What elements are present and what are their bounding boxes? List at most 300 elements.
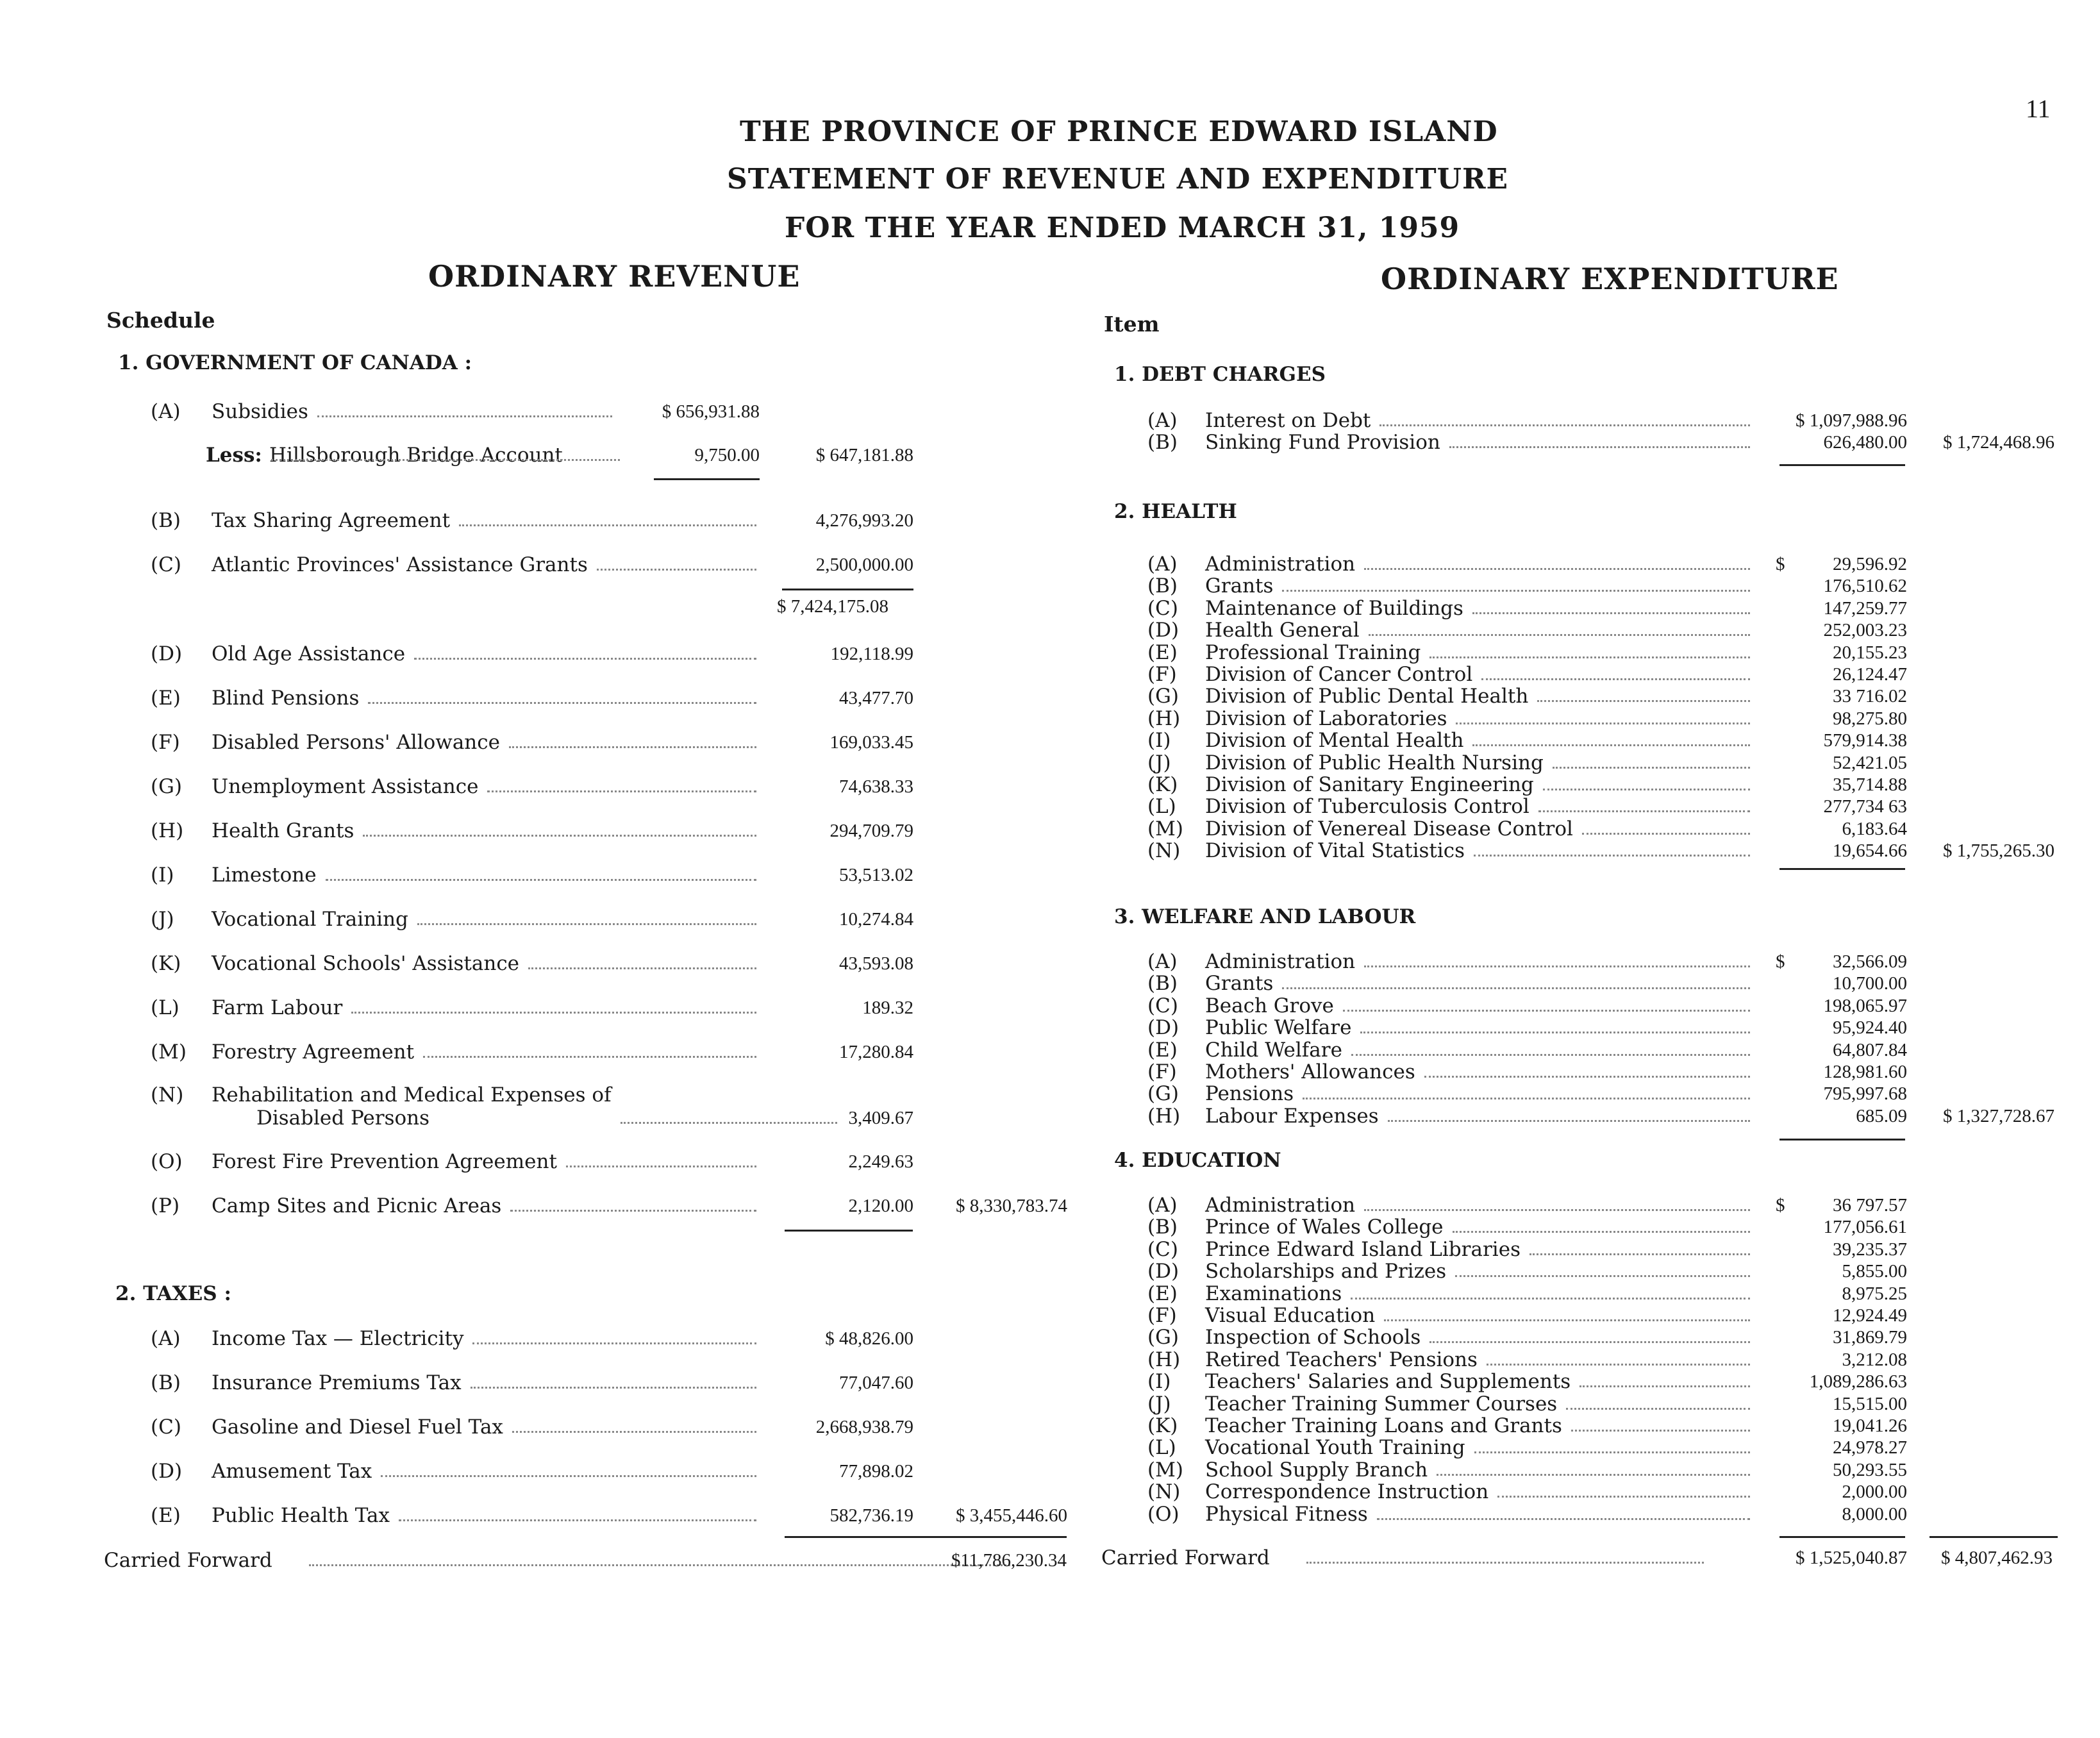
dot-leader — [399, 1519, 756, 1521]
item-code: (F) — [151, 731, 180, 754]
item-amount: 33 716.02 — [1833, 686, 1907, 707]
item-label: Division of Venereal Disease Control — [1205, 817, 1573, 840]
dot-leader — [368, 702, 756, 704]
title-line-2: STATEMENT OF REVENUE AND EXPENDITURE — [727, 163, 1509, 196]
line-item — [1147, 1501, 2058, 1527]
item-code: (E) — [1147, 1282, 1178, 1305]
item-amount: 32,566.09 — [1833, 951, 1907, 972]
item-code: (L) — [151, 996, 179, 1019]
item-code: (K) — [151, 952, 181, 975]
dot-leader — [326, 879, 756, 881]
item-amount: 53,513.02 — [839, 865, 913, 885]
item-code: (E) — [1147, 1038, 1178, 1062]
item-label: Labour Expenses — [1205, 1104, 1379, 1128]
schedule-1-subtotal: $ 7,424,175.08 — [777, 596, 888, 617]
rehab-row — [151, 1082, 1074, 1133]
item-code: (B) — [1147, 574, 1178, 598]
item-code: (D) — [1147, 619, 1179, 642]
item-label: Gasoline and Diesel Fuel Tax — [212, 1416, 503, 1439]
dollar-sign: $ — [1776, 951, 1785, 972]
line-item — [151, 1193, 1074, 1219]
carried-label: Carried Forward — [104, 1549, 272, 1572]
dot-leader — [597, 569, 756, 571]
item-label-2: Disabled Persons — [256, 1107, 430, 1130]
item-code: (A) — [1147, 950, 1178, 973]
item-label: Maintenance of Buildings — [1205, 596, 1463, 620]
item-amount: 2,000.00 — [1842, 1482, 1907, 1503]
item-code: (A) — [151, 400, 181, 423]
item-label: Administration — [1205, 1194, 1356, 1217]
dot-leader — [1472, 744, 1750, 746]
item-label: Income Tax — Electricity — [212, 1327, 464, 1350]
item-amount: 17,280.84 — [839, 1042, 913, 1062]
underline — [1779, 868, 1905, 870]
item-code: (L) — [1147, 1436, 1176, 1460]
item-label: Farm Labour — [212, 996, 343, 1019]
item-amount: 294,709.79 — [829, 821, 913, 841]
line-item — [151, 907, 1074, 932]
item-amount: 1,089,286.63 — [1809, 1371, 1907, 1392]
item-label: Teacher Training Loans and Grants — [1205, 1414, 1562, 1437]
item-label: Division of Public Health Nursing — [1205, 751, 1544, 774]
item-label: Amusement Tax — [212, 1460, 372, 1483]
dot-leader — [1566, 1408, 1750, 1410]
item-amount: 192,118.99 — [830, 644, 913, 664]
item-amount: 15,515.00 — [1833, 1393, 1907, 1414]
item-code: (H) — [1147, 1348, 1181, 1371]
line-item — [151, 995, 1074, 1021]
line-item — [1147, 430, 2058, 455]
less-row — [151, 442, 1074, 468]
schedule-label: Schedule — [106, 308, 215, 333]
title-line-3: FOR THE YEAR ENDED MARCH 31, 1959 — [785, 212, 1460, 244]
dot-leader — [1364, 965, 1750, 967]
carried-sub: $ 1,525,040.87 — [1796, 1548, 1907, 1568]
item-total: $ 1,724,468.96 — [1943, 432, 2054, 453]
item-code: (K) — [1147, 1414, 1178, 1437]
dot-leader — [487, 790, 756, 792]
dot-leader — [1364, 568, 1750, 570]
line-item — [151, 1414, 1074, 1440]
item-label: Teachers' Salaries and Supplements — [1205, 1370, 1571, 1394]
item-amount: 177,056.61 — [1823, 1217, 1907, 1238]
item-label: Correspondence Instruction — [1205, 1480, 1489, 1504]
item-amount: 4,276,993.20 — [815, 510, 913, 531]
item-amount: 77,047.60 — [839, 1373, 913, 1393]
item-label: Inspection of Schools — [1205, 1326, 1421, 1349]
line-item — [151, 951, 1074, 976]
underline — [654, 478, 760, 480]
underline — [1779, 464, 1905, 466]
line-item — [151, 1149, 1074, 1174]
item-code: (H) — [1147, 1104, 1181, 1128]
item-amount: 43,477.70 — [839, 688, 913, 708]
item-code: (I) — [1147, 1370, 1171, 1394]
item-amount: 64,807.84 — [1833, 1039, 1907, 1060]
item-label: Forestry Agreement — [212, 1040, 415, 1064]
item-label: Old Age Assistance — [212, 642, 406, 665]
item-code: (N) — [1147, 839, 1181, 863]
item-label: Pensions — [1205, 1082, 1294, 1106]
item-label: Vocational Youth Training — [1205, 1436, 1465, 1460]
carried-forward-row — [104, 1548, 1072, 1573]
item-amount: 29,596.92 — [1833, 554, 1907, 574]
item-code: (J) — [1147, 1392, 1171, 1416]
exp-carried-forward-row — [1101, 1545, 2056, 1571]
item-code: (D) — [1147, 1016, 1179, 1040]
dot-leader — [471, 1387, 756, 1389]
line-item — [151, 1039, 1074, 1065]
item-label: Health General — [1205, 619, 1360, 642]
item-label: Blind Pensions — [212, 687, 360, 710]
less-label: Hillsborough Bridge Account — [269, 444, 563, 467]
dot-leader — [423, 1056, 756, 1058]
item-amount: 31,869.79 — [1833, 1327, 1907, 1348]
item-amount: 77,898.02 — [839, 1461, 913, 1482]
dot-leader — [1424, 1076, 1750, 1078]
dot-leader — [1553, 767, 1750, 769]
item-label: School Supply Branch — [1205, 1458, 1428, 1482]
item-code: (H) — [151, 819, 184, 842]
item-amount: 98,275.80 — [1833, 708, 1907, 729]
item-code: (G) — [1147, 685, 1179, 708]
item-code: (C) — [1147, 1237, 1178, 1261]
dot-leader — [1429, 656, 1750, 658]
item-label: Rehabilitation and Medical Expenses of — [212, 1083, 612, 1107]
item-label: Beach Grove — [1205, 994, 1334, 1017]
item-label: Public Welfare — [1205, 1016, 1352, 1040]
item-code: (A) — [1147, 553, 1178, 576]
item-label: Forest Fire Prevention Agreement — [212, 1150, 557, 1173]
item-amount: 43,593.08 — [839, 953, 913, 974]
line-item — [151, 730, 1074, 755]
item-code: (B) — [151, 1371, 181, 1394]
dot-leader — [1377, 1518, 1750, 1520]
item-label: Mothers' Allowances — [1205, 1060, 1415, 1083]
item-amount: 582,736.19 — [829, 1505, 913, 1526]
dot-leader — [1474, 855, 1750, 856]
item-code: (A) — [1147, 1194, 1178, 1217]
item-code: (E) — [151, 1504, 181, 1527]
less-net: $ 647,181.88 — [815, 445, 913, 465]
item-label: Unemployment Assistance — [212, 775, 479, 798]
item-code: (B) — [1147, 972, 1178, 996]
item-code: (B) — [1147, 431, 1178, 455]
item-code: (D) — [151, 642, 183, 665]
item-label: Limestone — [212, 864, 317, 887]
item-label: Insurance Premiums Tax — [212, 1371, 462, 1394]
item-amount: 3,409.67 — [848, 1108, 913, 1128]
item-label: Public Health Tax — [212, 1504, 390, 1527]
item-label: Division of Tuberculosis Control — [1205, 795, 1529, 819]
dot-leader — [1303, 1098, 1750, 1099]
dot-leader — [1351, 1054, 1750, 1056]
item-label: Division of Mental Health — [1205, 729, 1464, 753]
item-code: (M) — [1147, 817, 1183, 840]
dot-leader — [271, 459, 620, 461]
item-label: Disabled Persons' Allowance — [212, 731, 500, 754]
line-item — [151, 774, 1074, 799]
item-label: Camp Sites and Picnic Areas — [212, 1194, 502, 1217]
expenditure-section-title: 3. WELFARE AND LABOUR — [1114, 905, 1416, 928]
item-amount: 685.09 — [1856, 1105, 1907, 1126]
dot-leader — [509, 746, 756, 748]
dot-leader — [363, 835, 756, 837]
dot-leader — [510, 1210, 756, 1212]
dot-leader — [528, 967, 756, 969]
item-code: (B) — [1147, 1216, 1178, 1239]
item-amount: 8,975.25 — [1842, 1283, 1907, 1304]
item-amount: 147,259.77 — [1823, 597, 1907, 619]
less-prefix: Less: — [206, 444, 262, 467]
dot-leader — [566, 1166, 756, 1167]
item-code: (I) — [1147, 729, 1171, 753]
item-amount: 252,003.23 — [1823, 620, 1907, 641]
dollar-sign: $ — [1776, 554, 1785, 574]
item-label: Retired Teachers' Pensions — [1205, 1348, 1478, 1371]
item-code: (J) — [151, 908, 174, 931]
expenditure-section-title: 1. DEBT CHARGES — [1114, 363, 1326, 386]
item-code: (F) — [1147, 663, 1177, 686]
item-code: (B) — [151, 509, 181, 532]
item-code: (D) — [151, 1460, 183, 1483]
line-item — [151, 552, 1074, 578]
dot-leader — [1529, 1253, 1750, 1255]
dot-leader — [1351, 1298, 1750, 1299]
underline — [1779, 1139, 1905, 1141]
item-label: Teacher Training Summer Courses — [1205, 1392, 1558, 1416]
line-item — [151, 1503, 1074, 1528]
item-label: Division of Vital Statistics — [1205, 839, 1465, 863]
item-amount: 95,924.40 — [1833, 1017, 1907, 1039]
item-code: (N) — [151, 1083, 184, 1107]
item-label: Prince of Wales College — [1205, 1216, 1444, 1239]
dot-leader — [512, 1431, 756, 1433]
dot-leader — [459, 524, 756, 526]
item-amount: 2,668,938.79 — [815, 1417, 913, 1437]
item-total: $ 1,755,265.30 — [1943, 840, 2054, 862]
schedule-1-title: 1. GOVERNMENT OF CANADA : — [118, 351, 472, 374]
expenditure-section-title: 4. EDUCATION — [1114, 1149, 1281, 1172]
item-label: Physical Fitness — [1205, 1502, 1368, 1526]
dot-leader — [1282, 987, 1750, 989]
dot-leader — [414, 658, 756, 660]
item-total: $ 8,330,783.74 — [956, 1196, 1067, 1216]
dot-leader — [1474, 1451, 1750, 1453]
item-amount: 39,235.37 — [1833, 1239, 1907, 1260]
schedule-2-title: 2. TAXES : — [115, 1282, 231, 1305]
dot-leader — [1582, 833, 1750, 835]
dot-leader — [1449, 446, 1750, 448]
subsidies-row — [151, 399, 1074, 424]
item-amount: 176,510.62 — [1823, 576, 1907, 597]
underline — [782, 589, 913, 590]
underline — [785, 1536, 1067, 1538]
item-amount: 579,914.38 — [1823, 730, 1907, 751]
line-item — [151, 1458, 1074, 1484]
item-code: (M) — [1147, 1458, 1183, 1482]
line-item — [151, 1326, 1074, 1351]
item-label: Division of Public Dental Health — [1205, 685, 1529, 708]
item-code: (O) — [1147, 1502, 1179, 1526]
item-code: (P) — [151, 1194, 180, 1217]
dot-leader — [1472, 612, 1750, 614]
item-label: Interest on Debt — [1205, 409, 1371, 432]
item-label: Health Grants — [212, 819, 354, 842]
dot-leader — [472, 1342, 756, 1344]
less-amount: 9,750.00 — [694, 445, 760, 465]
carried-total: $11,786,230.34 — [951, 1550, 1067, 1571]
line-item — [1147, 1103, 2058, 1129]
dot-leader — [1497, 1496, 1750, 1498]
item-label: Scholarships and Prizes — [1205, 1260, 1447, 1283]
dot-leader — [1537, 700, 1750, 702]
item-amount: 36 797.57 — [1833, 1195, 1907, 1216]
dot-leader — [1379, 424, 1750, 426]
dot-leader — [1369, 634, 1750, 636]
item-label: Tax Sharing Agreement — [212, 509, 451, 532]
item-amount: 74,638.33 — [839, 776, 913, 797]
item-code: (A) — [1147, 409, 1178, 432]
dot-leader — [317, 415, 612, 417]
item-label: Administration — [1205, 553, 1356, 576]
item-code: (G) — [151, 775, 182, 798]
dot-leader — [417, 923, 756, 925]
item-amount: $ 48,826.00 — [825, 1328, 913, 1349]
item-label: Atlantic Provinces' Assistance Grants — [212, 553, 588, 576]
item-amount: 20,155.23 — [1833, 642, 1907, 663]
item-code: (H) — [1147, 706, 1181, 730]
item-label: Professional Training — [1205, 640, 1421, 664]
line-item — [1147, 838, 2058, 864]
dot-leader — [1579, 1385, 1750, 1387]
item-code: (J) — [1147, 751, 1171, 774]
dot-leader — [1453, 1231, 1750, 1233]
item-total: $ 3,455,446.60 — [956, 1505, 1067, 1526]
page-number: 11 — [2026, 94, 2051, 123]
carried-label: Carried Forward — [1101, 1546, 1270, 1569]
dot-leader — [1571, 1430, 1750, 1432]
item-amount: 3,212.08 — [1842, 1349, 1907, 1370]
item-label: Examinations — [1205, 1282, 1342, 1305]
item-label: Visual Education — [1205, 1304, 1376, 1327]
item-total: $ 1,327,728.67 — [1943, 1105, 2054, 1126]
dollar-sign: $ — [1776, 1195, 1785, 1216]
title-line-1: THE PROVINCE OF PRINCE EDWARD ISLAND — [740, 115, 1498, 148]
line-item — [151, 685, 1074, 711]
dot-leader — [621, 1122, 837, 1124]
item-amount: 189.32 — [862, 998, 913, 1018]
item-code: (C) — [1147, 596, 1178, 620]
item-amount: 626,480.00 — [1823, 432, 1907, 453]
item-amount: 10,700.00 — [1833, 973, 1907, 994]
item-amount: 795,997.68 — [1823, 1083, 1907, 1105]
dot-leader — [1429, 1341, 1750, 1343]
dot-leader — [1456, 723, 1750, 724]
item-code: (C) — [1147, 994, 1178, 1017]
expenditure-section-title: 2. HEALTH — [1114, 500, 1237, 523]
dot-leader — [1364, 1209, 1750, 1211]
item-code: (D) — [1147, 1260, 1179, 1283]
line-item — [151, 508, 1074, 533]
item-code: (I) — [151, 864, 174, 887]
dot-leader — [1306, 1562, 1704, 1564]
dot-leader — [1384, 1319, 1750, 1321]
dot-leader — [309, 1564, 1014, 1566]
item-label: Vocational Schools' Assistance — [212, 952, 520, 975]
dot-leader — [351, 1012, 756, 1014]
item-code: (L) — [1147, 795, 1176, 819]
item-label: Sinking Fund Provision — [1205, 431, 1440, 455]
item-amount: 169,033.45 — [829, 732, 913, 753]
item-amount: 12,924.49 — [1833, 1305, 1907, 1326]
item-amount: 26,124.47 — [1833, 664, 1907, 685]
item-amount: 277,734 63 — [1823, 796, 1907, 817]
carried-total: $ 4,807,462.93 — [1941, 1548, 2053, 1568]
item-amount: 5,855.00 — [1842, 1261, 1907, 1282]
dot-leader — [381, 1475, 756, 1477]
line-item — [151, 818, 1074, 844]
item-amount: 2,500,000.00 — [815, 555, 913, 575]
item-code: (F) — [1147, 1304, 1177, 1327]
item-code: (G) — [1147, 1326, 1179, 1349]
subsidies-amount: $ 656,931.88 — [662, 401, 760, 422]
line-item — [151, 862, 1074, 888]
item-code: (E) — [1147, 640, 1178, 664]
underline — [1779, 1536, 1905, 1538]
item-code: (E) — [151, 687, 181, 710]
item-amount: 6,183.64 — [1842, 818, 1907, 839]
item-label: Division of Sanitary Engineering — [1205, 773, 1534, 796]
item-code: (C) — [151, 553, 181, 576]
dot-leader — [1543, 789, 1750, 790]
line-item — [151, 641, 1074, 667]
item-amount: 8,000.00 — [1842, 1503, 1907, 1525]
item-label: Division of Laboratories — [1205, 706, 1447, 730]
line-item — [151, 1370, 1074, 1396]
item-amount: 128,981.60 — [1823, 1062, 1907, 1082]
item-label: Vocational Training — [212, 908, 408, 931]
item-code: (M) — [151, 1040, 187, 1064]
item-label: Item — [1104, 312, 1160, 337]
item-amount: 19,041.26 — [1833, 1416, 1907, 1436]
item-amount: 19,654.66 — [1833, 840, 1907, 862]
item-amount: 198,065.97 — [1823, 995, 1907, 1016]
item-amount: $ 1,097,988.96 — [1796, 410, 1907, 431]
dot-leader — [1455, 1275, 1750, 1277]
item-amount: 2,120.00 — [848, 1196, 913, 1216]
item-label: Child Welfare — [1205, 1038, 1342, 1062]
item-label: Grants — [1205, 972, 1274, 996]
dot-leader — [1538, 810, 1750, 812]
item-amount: 50,293.55 — [1833, 1459, 1907, 1480]
item-label: Administration — [1205, 950, 1356, 973]
item-label: Prince Edward Island Libraries — [1205, 1237, 1521, 1261]
item-code: (N) — [1147, 1480, 1181, 1504]
item-code: (K) — [1147, 773, 1178, 796]
underline — [785, 1230, 913, 1232]
item-amount: 35,714.88 — [1833, 774, 1907, 795]
item-code: (A) — [151, 1327, 181, 1350]
item-code: (C) — [151, 1416, 181, 1439]
item-code: (O) — [151, 1150, 183, 1173]
item-amount: 10,274.84 — [839, 909, 913, 930]
item-label: Subsidies — [212, 400, 308, 423]
dot-leader — [1487, 1364, 1750, 1366]
item-code: (G) — [1147, 1082, 1179, 1106]
item-code: (F) — [1147, 1060, 1177, 1083]
item-amount: 52,421.05 — [1833, 752, 1907, 773]
